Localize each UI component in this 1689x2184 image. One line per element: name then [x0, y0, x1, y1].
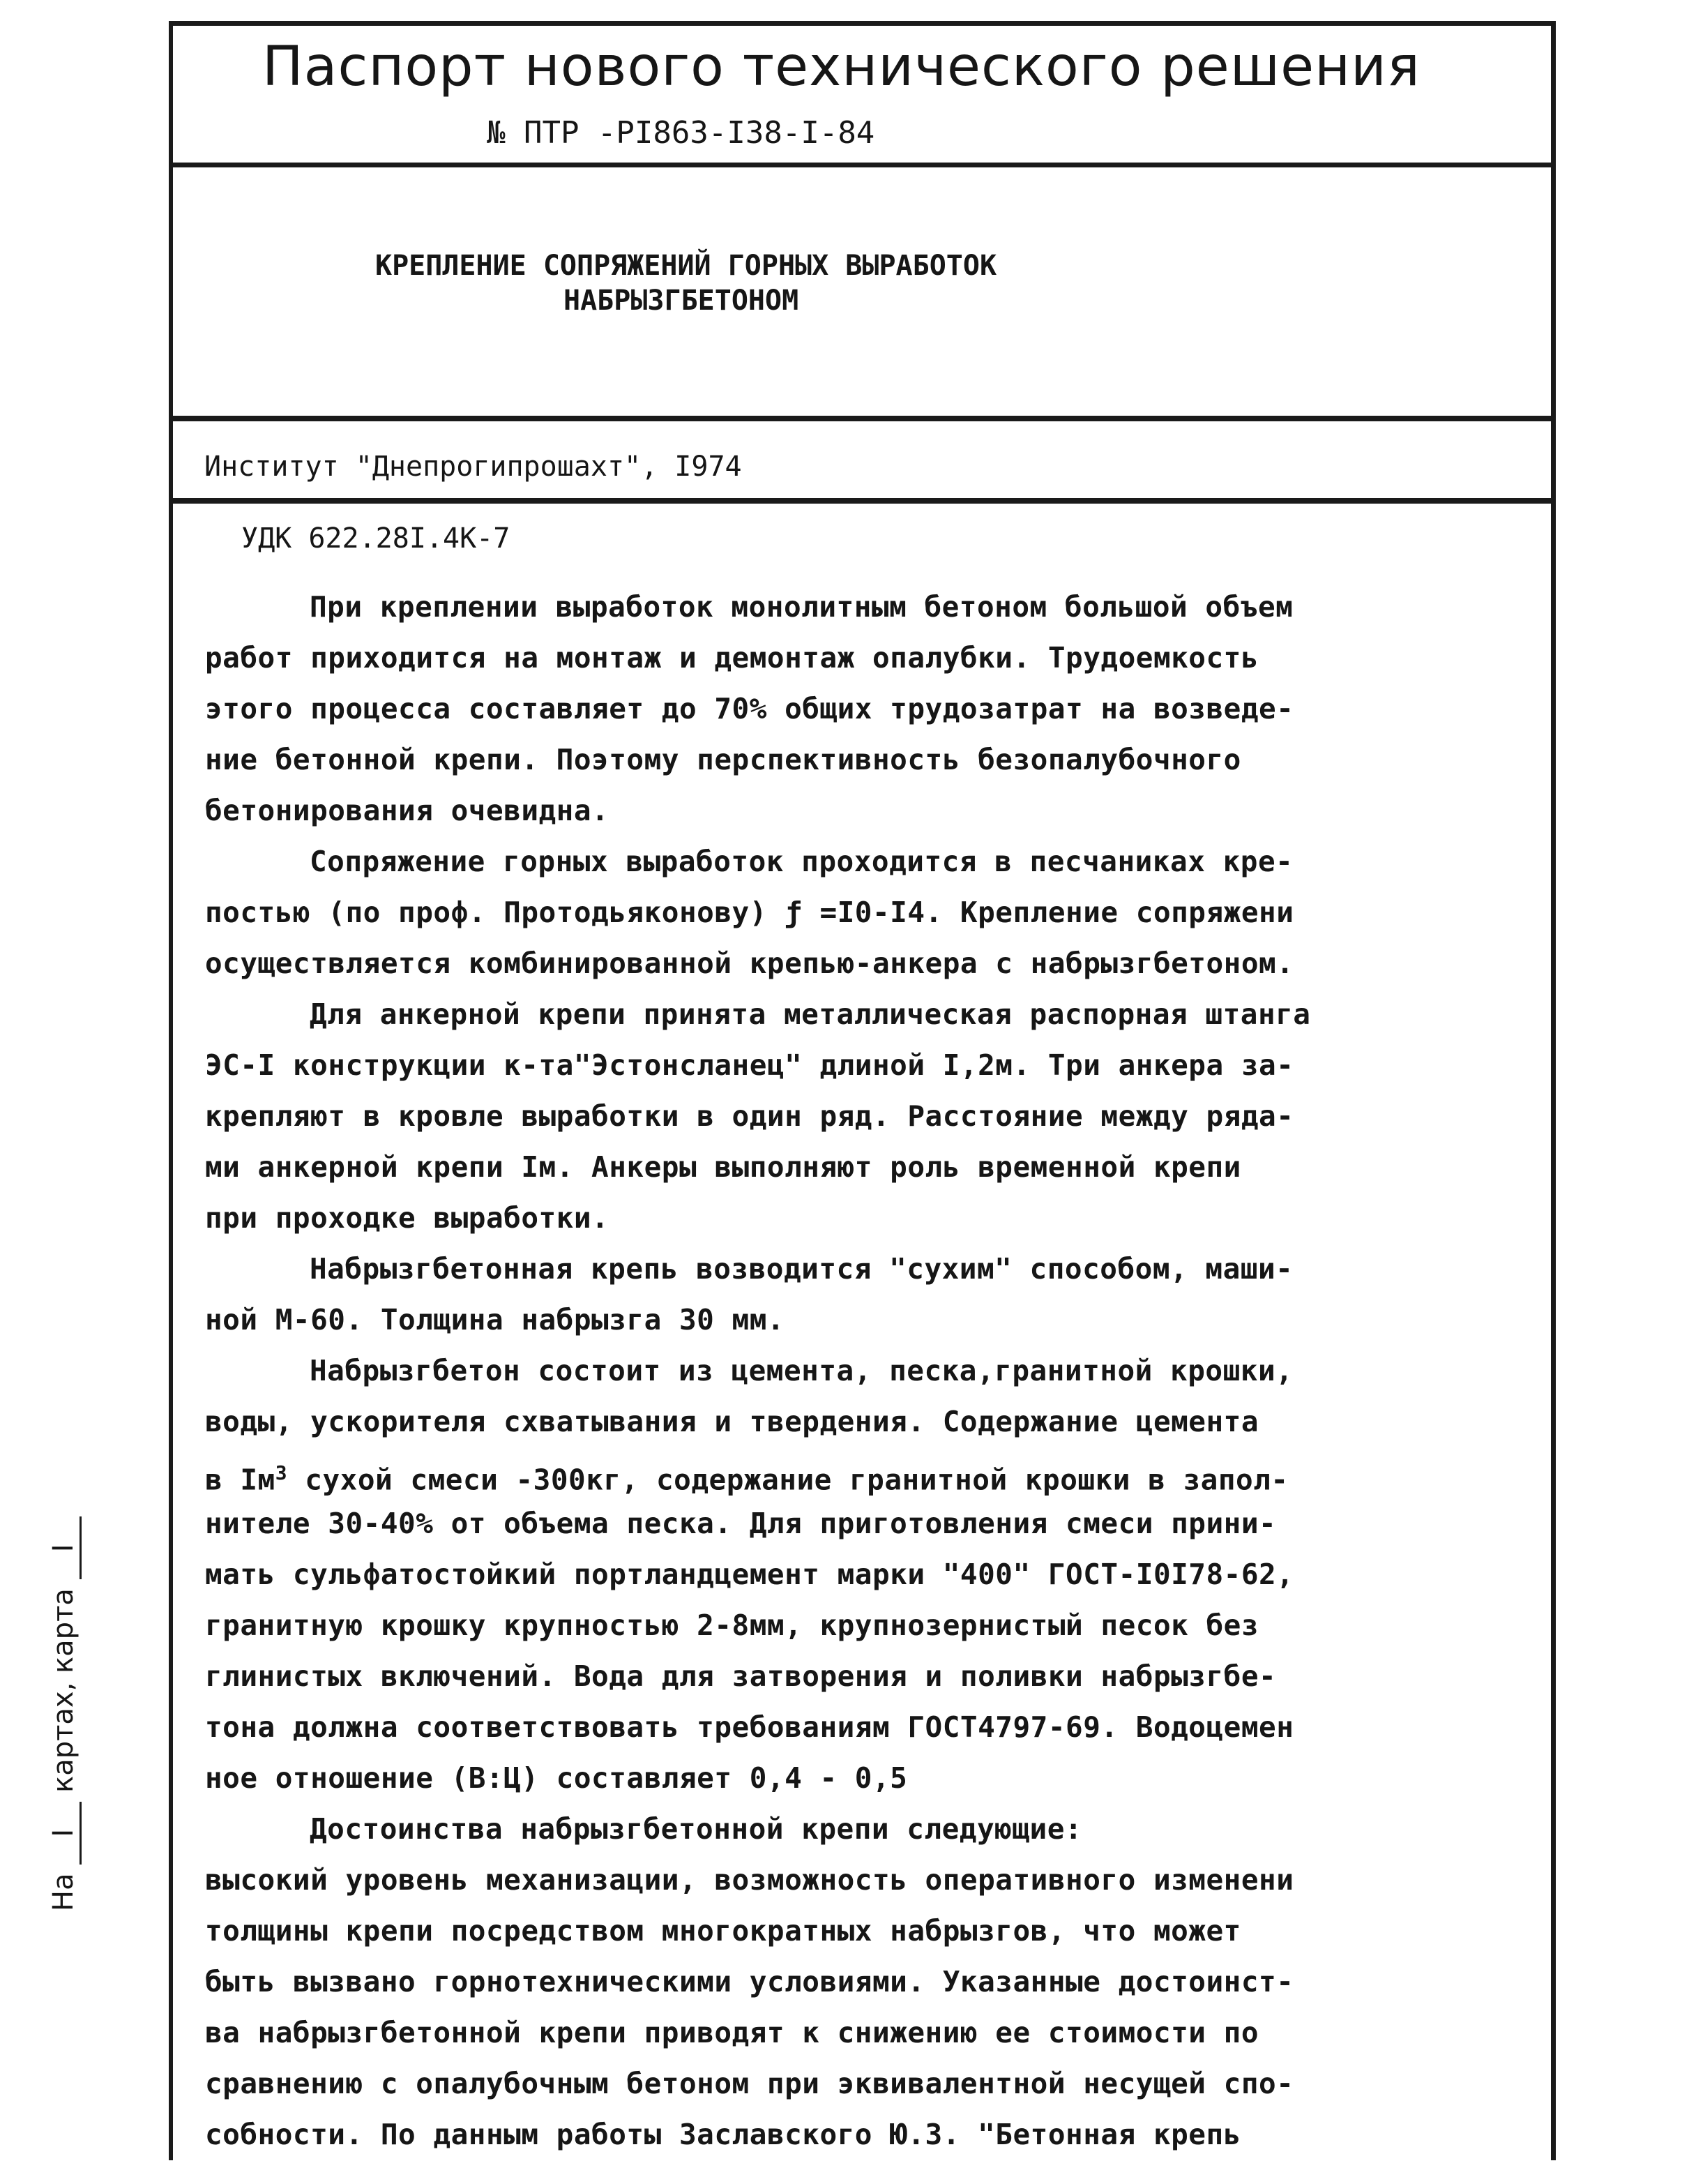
header-block — [173, 26, 1551, 167]
superscript: 3 — [275, 1461, 288, 1484]
paragraph-1 — [205, 582, 1530, 836]
text-line: При креплении выработок монолитным бетоном большой объем — [310, 590, 1294, 624]
text-line: при проходке выработки. — [205, 1201, 609, 1235]
text-line: мать сульфатостойкий портландцемент марки "400" ГОСТ-I0I78-62, — [205, 1558, 1294, 1591]
text-line: Набрызгбетонная крепь возводится "сухим" способом, маши- — [310, 1252, 1294, 1286]
page-count-note — [47, 1516, 82, 1911]
page-title: Паспорт нового технического решения — [262, 36, 1421, 98]
text-line: работ приходится на монтаж и демонтаж опалубки. Трудоемкость — [205, 641, 1259, 675]
subject-block — [173, 167, 1551, 421]
text-line — [205, 1447, 1530, 1498]
paragraph-5 — [205, 1346, 1530, 1804]
text-line: нителе 30-40% от объема песка. Для приготовления смеси прини- — [205, 1507, 1277, 1540]
text-fragment: сухой смеси -300кг, содержание гранитной крошки в запол- — [287, 1463, 1289, 1497]
text-line: гранитную крошку крупностью 2-8мм, крупнозернистый песок без — [205, 1609, 1259, 1642]
text-line: тона должна соответствовать требованиям ГОСТ4797-69. Водоцемен — [205, 1710, 1294, 1744]
text-line: воды, ускорителя схватывания и твердения. Содержание цемента — [205, 1405, 1259, 1438]
page-count-total: I — [47, 1802, 82, 1865]
text-line: ние бетонной крепи. Поэтому перспективность безопалубочного — [205, 743, 1241, 776]
text-line: ное отношение (В:Ц) составляет 0,4 - 0,5 — [205, 1761, 908, 1795]
text-line: Достоинства набрызгбетонной крепи следующие: — [310, 1812, 1083, 1846]
text-line: крепляют в кровле выработки в один ряд. Расстояние между рядa- — [205, 1099, 1294, 1133]
text-line: ЭС-I конструкции к-та"Эстонсланец" длиной I,2м. Три анкера за- — [205, 1048, 1294, 1082]
text-line: Сопряжение горных выработок проходится в песчаниках кре- — [310, 845, 1294, 878]
text-line: Для анкерной крепи принята металлическая распорная штанга — [310, 997, 1311, 1031]
text-line: бетонирования очевидна. — [205, 794, 609, 827]
text-line: глинистых включений. Вода для затворения и поливки набрызгбе- — [205, 1659, 1277, 1693]
udk-code: УДК 622.28I.4К-7 — [241, 522, 510, 555]
paragraph-6 — [205, 1804, 1530, 2160]
paragraph-4 — [205, 1244, 1530, 1346]
text-line: высокий уровень механизации, возможность оперативного изменени — [205, 1863, 1294, 1897]
institute-block — [173, 421, 1551, 504]
text-line: толщины крепи посредством многократных набрызгов, что может — [205, 1914, 1241, 1948]
text-line: ва набрызгбетонной крепи приводят к снижению ее стоимости по — [205, 2016, 1259, 2049]
paragraph-2 — [205, 836, 1530, 989]
page-count-current: I — [47, 1516, 82, 1579]
text-line: собности. По данным работы Заславского Ю.З. "Бетонная крепь — [205, 2118, 1241, 2151]
institute-name: Институт "Днепрогипрошахт", I974 — [204, 451, 742, 483]
text-line: быть вызвано горнотехническими условиями. Указанные достоинст- — [205, 1965, 1294, 1998]
page-count-prefix: На — [47, 1873, 79, 1911]
passport-frame — [169, 21, 1556, 2160]
page-count-middle: картах, карта — [47, 1588, 79, 1793]
subject-line-1: КРЕПЛЕНИЕ СОПРЯЖЕНИЙ ГОРНЫХ ВЫРАБОТОК — [375, 250, 997, 282]
text-line: постью (по проф. Протодьяконову) ƒ =I0-I4. Крепление сопряжени — [205, 896, 1294, 929]
paragraph-3 — [205, 989, 1530, 1244]
text-line: ной М-60. Толщина набрызга 30 мм. — [205, 1303, 785, 1336]
text-line: этого процесса составляет до 70% общих трудозатрат на возведе- — [205, 692, 1294, 725]
text-line: осуществляется комбинированной крепью-анкера с набрызгбетоном. — [205, 947, 1294, 980]
text-line: сравнению с опалубочным бетоном при эквивалентной несущей спо- — [205, 2067, 1294, 2100]
text-line: Набрызгбетон состоит из цемента, песка,гранитной крошки, — [310, 1354, 1294, 1387]
passport-number: № ПТР -PI863-I38-I-84 — [487, 115, 875, 151]
subject-line-2: НАБРЫЗГБЕТОНОМ — [563, 285, 799, 317]
text-fragment: в Iм — [205, 1463, 275, 1497]
document-body — [205, 582, 1530, 2160]
text-line: ми анкерной крепи Iм. Анкеры выполняют роль временной крепи — [205, 1150, 1241, 1184]
